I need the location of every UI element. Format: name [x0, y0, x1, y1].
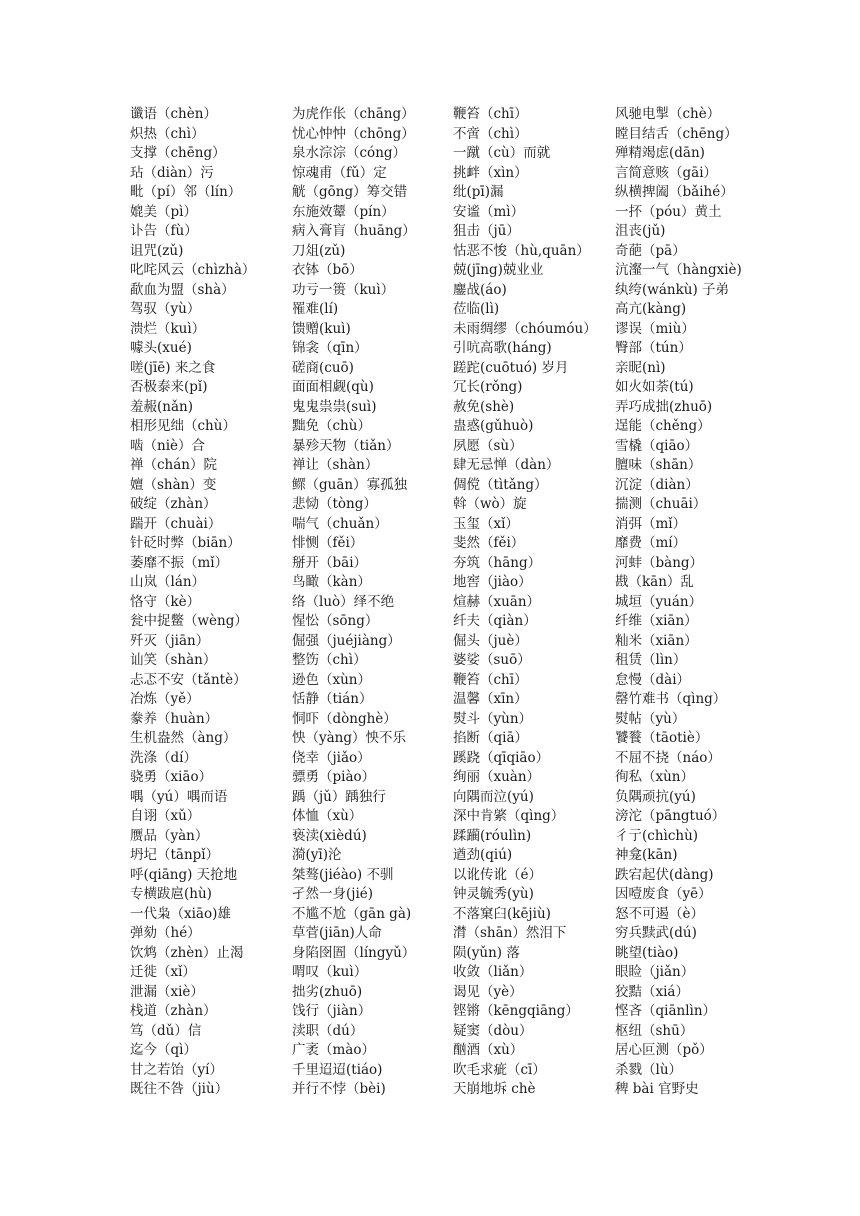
word-entry: 惊魂甫（fǔ）定 [292, 164, 387, 181]
word-entry: 纤维（xiān） [615, 613, 698, 629]
word-entry: 甘之若饴（yí） [130, 1061, 223, 1078]
word-entry: 居心叵测（pǒ） [615, 1042, 713, 1058]
word-entry: 靡费（mí） [615, 535, 687, 551]
word-entry: 谶语（chèn） [130, 106, 217, 122]
word-entry: 恬静（tián） [292, 691, 373, 707]
word-entry: 深中肯綮（qìng） [453, 808, 565, 824]
word-entry: 负隅顽抗(yú) [615, 788, 696, 805]
word-entry: 拙劣(zhuō) [292, 983, 363, 1000]
word-entry: 蹉跎(cuōtuó) 岁月 [453, 359, 569, 376]
word-entry: 逞能（chěng） [615, 418, 711, 434]
word-entry: 衣钵（bō） [292, 262, 363, 278]
word-entry: 否极泰来(pǐ) [130, 379, 208, 395]
word-entry: 婆娑（suō） [453, 652, 531, 668]
word-entry: 臀部（tún） [615, 340, 692, 356]
word-entry: 戡（kān）乱 [615, 574, 694, 590]
word-entry: 冗长(rǒng) [453, 379, 523, 395]
word-entry: 禅让（shàn） [292, 457, 379, 473]
word-entry: 穷兵黩武(dú) [615, 925, 697, 941]
word-entry: 倔头（juè） [453, 632, 528, 649]
word-entry: 笃（dǔ）信 [130, 1022, 202, 1039]
word-entry: 租赁（lìn） [615, 652, 687, 668]
word-entry: 倔强（juéjiàng） [292, 632, 401, 649]
word-entry: 喘气（chuǎn） [292, 515, 388, 532]
word-entry: 既往不咎（jiù） [130, 1081, 229, 1097]
word-entry: 禅（chán）院 [130, 457, 217, 473]
word-entry: 不尴不尬（gān gà) [292, 905, 412, 922]
word-entry: 铿锵（kēngqiāng） [453, 1003, 579, 1019]
word-entry: 恪守（kè） [130, 593, 201, 610]
word-entry: 吹毛求疵（cī） [453, 1061, 546, 1078]
word-entry: 怏（yàng）怏不乐 [292, 730, 407, 746]
word-entry: 孑然一身(jié) [292, 886, 374, 902]
word-entry: 煊赫（xuān） [453, 593, 541, 610]
word-entry: 病入膏肓（huāng） [292, 223, 416, 239]
word-entry: 怙恶不悛（hù,quān） [453, 242, 590, 259]
word-entry: 天崩地坼 chè [453, 1081, 536, 1097]
word-entry: 萎靡不振（mǐ） [130, 554, 229, 571]
word-entry: 暴殄天物（tiǎn） [292, 437, 400, 454]
word-entry: 不落窠臼(kējiù) [453, 905, 551, 922]
word-entry: 悭吝（qiānlìn） [615, 1003, 717, 1019]
word-entry: 迄今（qì） [130, 1042, 197, 1058]
word-entry: 馈赠(kuì) [292, 320, 351, 337]
word-entry: 相形见绌（chù） [130, 418, 236, 434]
word-entry: 弹劾（hé） [130, 925, 201, 941]
word-entry: 踽（jǔ）踽独行 [292, 788, 386, 805]
word-entry: 亲昵(nì) [615, 359, 666, 376]
word-entry: 坍圮（tānpǐ） [130, 847, 220, 863]
word-entry: 莅临(lì) [453, 301, 500, 317]
word-entry: 怠慢（dài） [615, 671, 691, 688]
word-entry: 叱咤风云（chìzhà） [130, 262, 256, 278]
word-entry: 肆无忌惮（dàn） [453, 457, 560, 473]
word-entry: 如火如荼(tú) [615, 379, 694, 395]
word-entry: 枢纽（shū） [615, 1022, 694, 1039]
word-entry: 呼(qiāng) 天抢地 [130, 866, 238, 883]
word-entry: 鞭笞（chī） [453, 106, 528, 122]
word-entry: 一蹴（cù）而就 [453, 145, 551, 161]
word-entry: 夙愿（sù） [453, 437, 523, 454]
word-entry: 洗涤（dí） [130, 749, 197, 766]
word-entry: 针砭时弊（biān） [130, 535, 241, 551]
word-entry: 支撑（chēng） [130, 145, 226, 161]
word-entry: 鏖战(áo) [453, 281, 507, 298]
word-entry: 兢(jīng)兢业业 [453, 262, 544, 278]
word-entry: 掐断（qiā） [453, 730, 529, 746]
word-entry: 身陷囹圄（língyǔ） [292, 944, 416, 961]
word-column-3 [453, 105, 597, 1100]
word-entry: 风驰电掣（chè） [615, 106, 721, 122]
word-entry: 黜免（chù） [292, 418, 371, 434]
word-entry: 诅咒(zǔ) [130, 242, 184, 259]
word-entry: 千里迢迢(tiáo) [292, 1061, 383, 1078]
word-entry: 疑窦（dòu） [453, 1022, 533, 1039]
word-entry: 豢养（huàn） [130, 710, 219, 727]
word-entry: 嗟(jīē) 来之食 [130, 359, 216, 376]
word-entry: 眺望(tiào) [615, 944, 679, 961]
word-entry: 讣告（fù） [130, 223, 198, 239]
word-entry: 歃血为盟（shà） [130, 281, 235, 298]
word-entry: 噱头(xué) [130, 340, 192, 356]
word-entry: 酗酒（xù） [453, 1042, 524, 1058]
word-entry: 纤夫（qiàn） [453, 613, 537, 629]
word-entry: 山岚（lán） [130, 574, 206, 590]
word-entry: 广袤（mào） [292, 1042, 375, 1058]
word-entry: 骠勇（piào） [292, 769, 376, 785]
word-entry: 不屈不挠（náo） [615, 749, 721, 766]
word-entry: 饯行（jiàn） [292, 1003, 372, 1019]
word-entry: 蛊惑(gǔhuò) [453, 418, 534, 434]
word-entry: 瞠目结舌（chēng） [615, 125, 738, 142]
word-entry: 讪笑（shàn） [130, 652, 217, 668]
word-entry: 草菅(jiān)人命 [292, 925, 382, 941]
word-entry: 蹂躏(róulìn) [453, 827, 532, 844]
word-entry: 栈道（zhàn） [130, 1003, 217, 1019]
word-entry: 夯筑（hāng） [453, 554, 542, 571]
word-entry: 恫吓（dònghè） [292, 710, 397, 727]
word-entry: 一代枭（xiāo)雄 [130, 905, 231, 922]
word-entry: 亵渎(xièdú) [292, 827, 367, 844]
word-entry: 嬗（shàn）变 [130, 476, 217, 493]
word-entry: 惺忪（sōng） [292, 613, 379, 629]
word-entry: 弄巧成拙(zhuō) [615, 398, 713, 415]
word-entry: 炽热（chì） [130, 125, 205, 142]
word-entry: 眼睑（jiǎn） [615, 964, 695, 980]
word-entry: 沆瀣一气（hàngxiè) [615, 262, 742, 278]
word-entry: 歼灭（jiān） [130, 632, 210, 649]
word-entry: 安谧（mì） [453, 203, 525, 220]
word-entry: 向隅而泣(yú) [453, 788, 534, 805]
word-entry: 玉玺（xǐ） [453, 515, 519, 532]
word-entry: 媲美（pì） [130, 203, 197, 220]
word-entry: 泄漏（xiè） [130, 983, 204, 1000]
word-entry: 踹开（chuài） [130, 515, 222, 532]
word-entry: 觥（gōng）筹交错 [292, 184, 408, 200]
word-entry: 纨绔(wánkù) 子弟 [615, 281, 729, 298]
word-entry: 未雨绸缪（chóumóu） [453, 320, 597, 337]
word-entry: 桀骜(jiéào) 不驯 [292, 866, 394, 883]
word-entry: 侥幸（jiǎo） [292, 749, 371, 766]
word-entry: 功亏一篑（kuì） [292, 281, 395, 298]
word-entry: 锦衾（qīn） [292, 340, 368, 356]
word-entry: 神龛(kān) [615, 847, 678, 863]
word-entry: 雪橇（qiāo） [615, 437, 699, 454]
word-entry: 渎职（dú） [292, 1022, 364, 1039]
word-entry: 骁勇（xiāo） [130, 769, 213, 785]
word-entry: 啮（niè）合 [130, 437, 206, 454]
word-entry: 纵横捭阖（bǎihé） [615, 184, 734, 200]
word-entry: 鸟瞰（kàn） [292, 574, 371, 590]
word-entry: 引吭高歌(háng) [453, 340, 552, 356]
word-entry: 沮丧(jǔ) [615, 223, 666, 239]
word-entry: 一抔（póu）黄土 [615, 203, 722, 220]
word-column-4 [615, 105, 742, 1100]
word-entry: 斡（wò）旋 [453, 496, 527, 512]
word-entry: 沉淀（diàn） [615, 476, 699, 493]
word-entry: 斐然（fěi） [453, 535, 525, 551]
word-entry: 鬼鬼祟祟(suì) [292, 398, 377, 415]
word-entry: 破绽（zhàn） [130, 496, 217, 512]
word-entry: 喁（yú）喁而语 [130, 788, 228, 805]
word-entry: 揣测（chuāi） [615, 496, 707, 512]
word-entry: 彳亍(chìchù) [615, 827, 699, 844]
word-entry: 潸（shān）然泪下 [453, 925, 567, 941]
word-column-1 [130, 105, 255, 1100]
word-entry: 遒劲(qiú) [453, 847, 513, 863]
word-entry: 殚精竭虑(dān) [615, 145, 705, 161]
word-entry: 漪(yī)沦 [292, 847, 342, 863]
word-entry: 陨(yǔn) 落 [453, 944, 520, 961]
word-entry: 罄竹难书（qìng） [615, 691, 727, 707]
word-entry: 东施效颦（pín） [292, 203, 395, 220]
word-entry: 冶炼（yě） [130, 691, 200, 707]
word-entry: 地窖（jiào） [453, 574, 532, 590]
word-entry: 饮鸩（zhèn）止渴 [130, 944, 244, 961]
word-entry: 膻味（shān） [615, 457, 702, 473]
word-entry: 徇私（xùn） [615, 769, 695, 785]
word-entry: 熨斗（yùn） [453, 710, 533, 727]
word-entry: 赦免(shè) [453, 398, 515, 415]
word-entry: 刀俎(zǔ) [292, 242, 346, 259]
word-entry: 以讹传讹（é） [453, 866, 542, 883]
word-entry: 熨帖（yù） [615, 710, 686, 727]
word-entry: 磋商(cuō) [292, 359, 354, 376]
word-entry: 专横跋扈(hù) [130, 886, 212, 902]
word-entry: 鳏（guān）寡孤独 [292, 476, 408, 493]
word-entry: 掰开（bāi） [292, 554, 368, 571]
word-entry: 滂沱（pāngtuó） [615, 808, 726, 824]
word-entry: 温馨（xīn） [453, 691, 528, 707]
word-entry: 羞赧(nǎn) [130, 398, 193, 415]
word-entry: 奇葩（pā） [615, 242, 686, 259]
word-entry: 整饬（chì） [292, 652, 367, 668]
word-entry: 稗 bài 官野史 [615, 1081, 699, 1097]
word-entry: 罹难(lí) [292, 301, 339, 317]
word-entry: 谬误（miù） [615, 320, 695, 337]
word-entry: 体恤（xù） [292, 808, 363, 824]
word-entry: 杀戮（lù） [615, 1061, 683, 1078]
word-entry: 谒见（yè） [453, 983, 523, 1000]
word-entry: 跌宕起伏(dàng) [615, 866, 714, 883]
word-entry: 因噎废食（yē） [615, 886, 712, 902]
word-entry: 喟叹（kuì） [292, 964, 368, 980]
word-entry: 悱恻（fěi） [292, 535, 364, 551]
word-entry: 倜傥（tìtǎng） [453, 476, 548, 493]
word-entry: 络（luò）绎不绝 [292, 593, 395, 610]
word-entry: 自诩（xǔ） [130, 808, 201, 824]
word-entry: 收敛（liǎn） [453, 964, 533, 980]
word-entry: 玷（diàn）污 [130, 164, 214, 181]
word-entry: 忐忑不安（tǎntè） [130, 671, 247, 688]
word-entry: 赝品（yàn） [130, 827, 209, 844]
word-entry: 言简意赅（gāi） [615, 164, 718, 181]
word-entry: 蹊跷（qīqiāo） [453, 749, 550, 766]
word-entry: 迁徙（xǐ） [130, 964, 196, 980]
word-entry: 忧心忡忡（chōng） [292, 125, 415, 142]
word-entry: 高亢(kàng) [615, 301, 687, 317]
word-entry: 狙击（jū） [453, 223, 520, 239]
word-entry: 不啻（chì） [453, 125, 528, 142]
word-entry: 纰(pī)漏 [453, 184, 504, 200]
word-entry: 逊色（xùn） [292, 671, 372, 688]
word-entry: 生机盎然（àng） [130, 730, 237, 746]
word-entry: 钟灵毓秀(yù) [453, 886, 534, 902]
word-entry: 狡黠（xiá） [615, 983, 689, 1000]
word-entry: 饕餮（tāotiè） [615, 730, 709, 746]
word-entry: 绚丽（xuàn） [453, 769, 541, 785]
word-entry: 悲恸（tòng） [292, 496, 377, 512]
word-entry: 鞭笞（chī） [453, 671, 528, 688]
word-entry: 面面相觑(qù) [292, 379, 374, 395]
word-entry: 城垣（yuán） [615, 593, 703, 610]
word-column-2 [292, 105, 416, 1100]
word-entry: 溃烂（kuì） [130, 320, 206, 337]
word-entry: 泉水淙淙（cóng） [292, 145, 407, 161]
word-entry: 河蚌（bàng） [615, 554, 704, 571]
word-entry: 怒不可遏（è） [615, 905, 704, 922]
word-entry: 籼米（xiān） [615, 632, 698, 649]
word-entry: 并行不悖（bèi) [292, 1081, 386, 1097]
word-entry: 为虎作伥（chāng） [292, 106, 415, 122]
word-entry: 毗（pí）邻（lín） [130, 184, 242, 200]
word-entry: 驾驭（yù） [130, 301, 201, 317]
word-entry: 瓮中捉鳖（wèng） [130, 613, 248, 629]
word-entry: 挑衅（xìn） [453, 164, 528, 181]
word-entry: 消弭（mǐ） [615, 515, 687, 532]
